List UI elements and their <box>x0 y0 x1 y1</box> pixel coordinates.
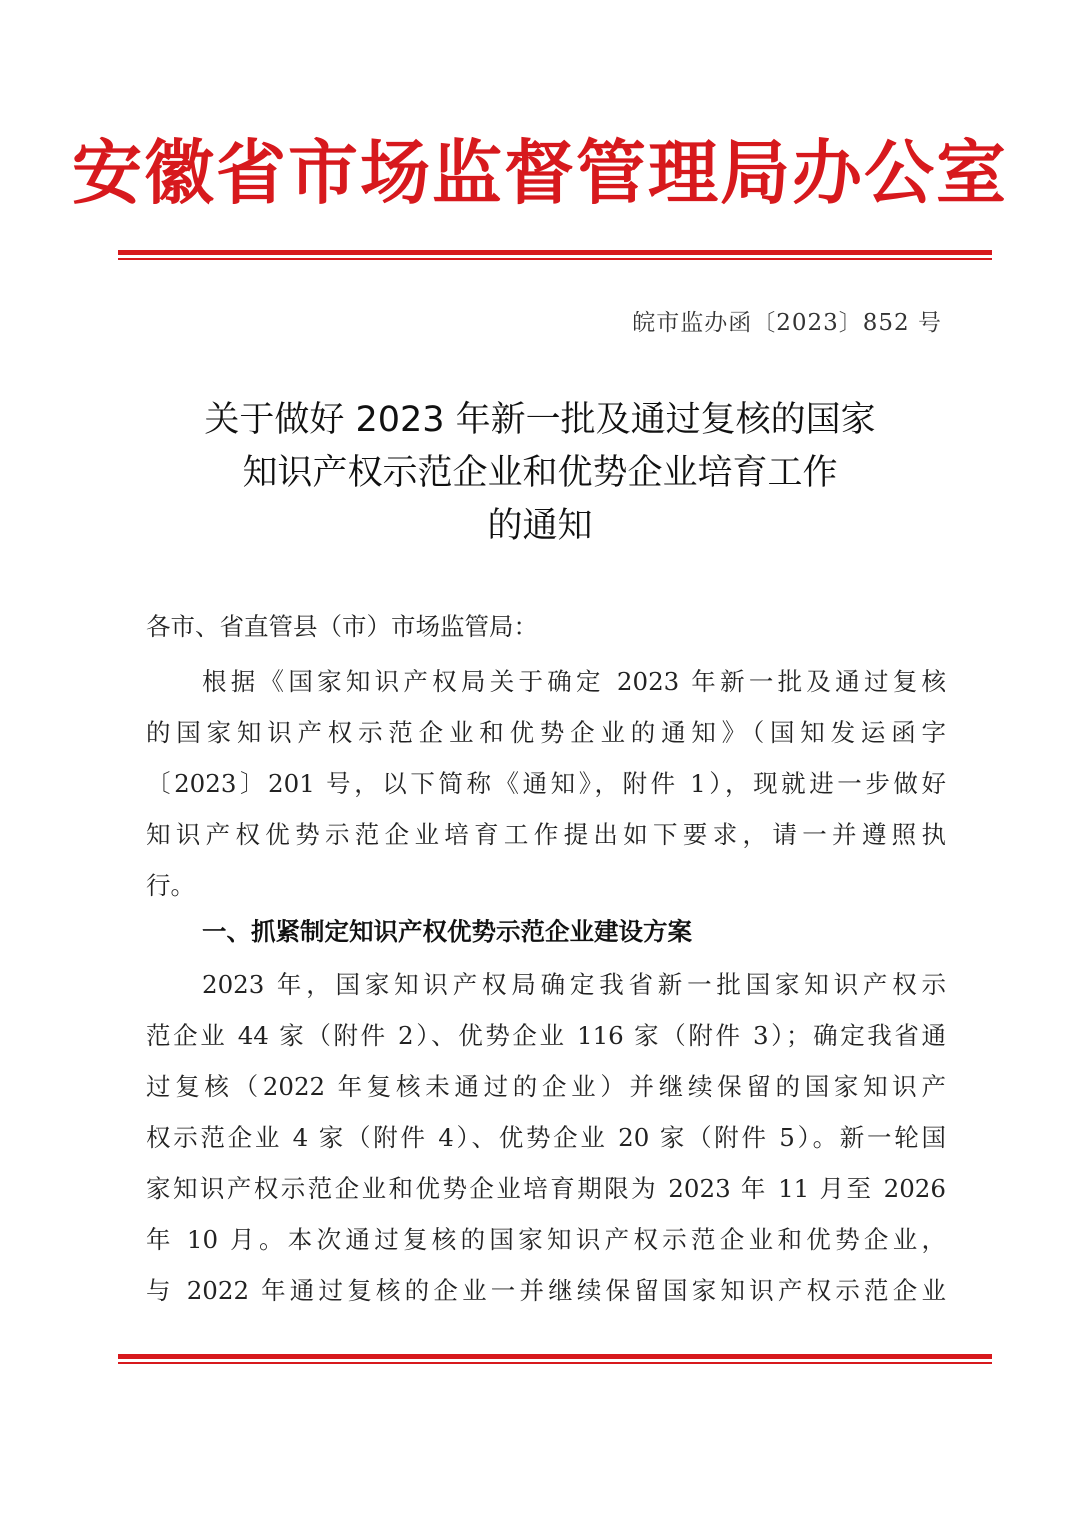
section-1-heading: 一、抓紧制定知识产权优势示范企业建设方案 <box>202 917 692 946</box>
paragraph-2-line: 家知识产权示范企业和优势企业培育期限为 2023 年 11 月至 2026 <box>146 1174 946 1203</box>
header-red-rule-thin <box>118 258 992 260</box>
paragraph-2-line: 2023 年，国家知识产权局确定我省新一批国家知识产权示 <box>202 970 946 999</box>
paragraph-1-line: 根据《国家知识产权局关于确定 2023 年新一批及通过复核 <box>202 667 946 696</box>
paragraph-2-line: 年 10 月。本次通过复核的国家知识产权示范企业和优势企业， <box>146 1225 946 1254</box>
document-title <box>0 394 1080 553</box>
paragraph-2-line: 过复核（2022 年复核未通过的企业）并继续保留的国家知识产 <box>146 1072 946 1101</box>
paragraph-1-line: 知识产权优势示范企业培育工作提出如下要求，请一并遵照执 <box>146 820 946 849</box>
footer-red-rule-thick <box>118 1354 992 1359</box>
document-title-line-2: 知识产权示范企业和优势企业培育工作 <box>242 453 838 493</box>
footer-red-rule <box>118 1354 992 1364</box>
paragraph-1 <box>146 656 946 911</box>
document-title-line-1: 关于做好 2023 年新一批及通过复核的国家 <box>204 400 876 440</box>
paragraph-1-line: 的国家知识产权示范企业和优势企业的通知》（国知发运函字 <box>146 718 946 747</box>
issuing-office-title: 安徽省市场监督管理局办公室 <box>72 132 1008 214</box>
paragraph-2-line: 权示范企业 4 家（附件 4）、优势企业 20 家（附件 5）。新一轮国 <box>146 1123 946 1152</box>
paragraph-1-line: 行。 <box>146 871 195 900</box>
paragraph-2 <box>146 959 946 1316</box>
header-red-rule <box>118 250 992 260</box>
document-number: 皖市监办函〔2023〕852 号 <box>632 310 942 336</box>
salutation: 各市、省直管县（市）市场监管局： <box>146 612 538 641</box>
document-title-line-3: 的通知 <box>487 506 593 546</box>
header-red-rule-thick <box>118 250 992 255</box>
paragraph-2-line: 与 2022 年通过复核的企业一并继续保留国家知识产权示范企业 <box>146 1276 946 1305</box>
paragraph-1-line: 〔2023〕201 号，以下简称《通知》，附件 1），现就进一步做好 <box>146 769 946 798</box>
footer-red-rule-thin <box>118 1362 992 1364</box>
paragraph-2-line: 范企业 44 家（附件 2）、优势企业 116 家（附件 3）；确定我省通 <box>146 1021 946 1050</box>
